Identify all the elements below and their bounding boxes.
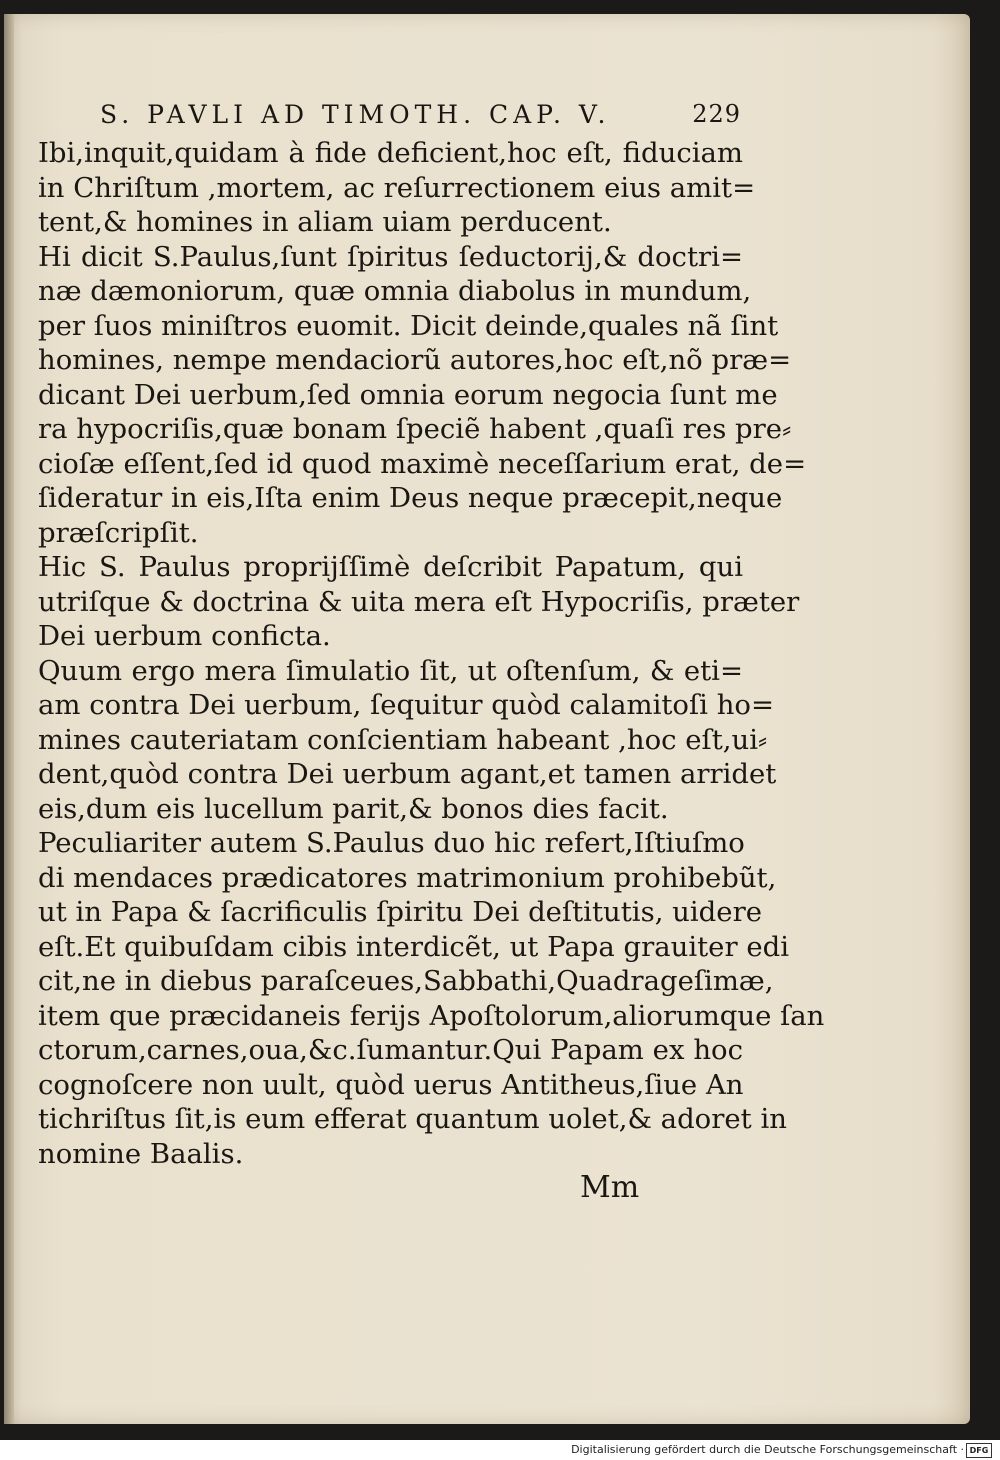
text-line: tichriſtus ſit,is eum efferat quantum uolet,& adoret in [38, 1103, 787, 1135]
text-line: tent,& homines in aliam uiam perducent. [38, 206, 612, 238]
text-line: item que præcidaneis ferijs Apoſtolorum,aliorumque ſan [38, 999, 825, 1032]
text-line: ctorum,carnes,oua,&c.ſumantur.Qui Papam ex hoc [38, 1034, 743, 1066]
text-line: næ dæmoniorum, quæ omnia diabolus in mundum, [38, 275, 752, 307]
dfg-logo: DFG [966, 1443, 992, 1458]
text-line: cioſæ eſſent,ſed id quod maximè neceſſarium erat, de= [38, 447, 807, 480]
text-line: utriſque & doctrina & uita mera eſt Hypocriſis, præter [38, 585, 800, 618]
text-line: cit,ne in diebus paraſceues,Sabbathi,Quadrageſimæ, [38, 965, 774, 997]
text-line: cognoſcere non uult, quòd uerus Antitheus,ſiue An [38, 1068, 744, 1101]
text-line: Quum ergo mera ſimulatio ſit, ut oſtenſum, & eti= [38, 654, 743, 687]
text-block [38, 96, 825, 1171]
text-line: dicant Dei uerbum,ſed omnia eorum negocia ſunt me [38, 378, 778, 411]
page-gutter [4, 14, 14, 1424]
text-line: Dei uerbum conficta. [38, 620, 331, 652]
text-line: præſcripſit. [38, 516, 199, 549]
text-line: ſideratur in eis,Iſta enim Deus neque præcepit,neque [38, 482, 783, 514]
text-line: Peculiariter autem S.Paulus duo hic refert,Iſtiuſmo [38, 827, 745, 859]
text-line: homines, nempe mendaciorũ autores,hoc eſt,nõ præ= [38, 344, 792, 376]
text-line: eſt.Et quibuſdam cibis interdicẽt, ut Papa grauiter edi [38, 930, 790, 963]
page-number: 229 [692, 100, 741, 128]
text-line: Hic S. Paulus proprijſſimè deſcribit Papatum, qui [38, 551, 743, 583]
catchword: Mm [580, 1170, 640, 1205]
text-line: Ibi,inquit,quidam à fide deficient,hoc eſt, fiduciam [38, 137, 743, 169]
text-line: ut in Papa & ſacrificulis ſpiritu Dei deſtitutis, uidere [38, 896, 762, 928]
text-line: dent,quòd contra Dei uerbum agant,et tamen arridet [38, 758, 777, 790]
text-line: eis,dum eis lucellum parit,& bonos dies facit. [38, 792, 669, 825]
footer-bar [0, 1440, 1000, 1460]
funding-credit: Digitalisierung gefördert durch die Deutsche Forschungsgemeinschaft · [571, 1443, 964, 1456]
text-line: mines cauteriatam conſcientiam habeant ,hoc eſt,ui⸗ [38, 723, 768, 756]
text-line: in Chriſtum ,mortem, ac reſurrectionem eius amit= [38, 171, 756, 204]
text-line: nomine Baalis. [38, 1137, 244, 1170]
text-line: di mendaces prædicatores matrimonium prohibebũt, [38, 861, 777, 894]
running-head: S. PAVLI AD TIMOTH. CAP. V. [100, 100, 611, 129]
page-header [38, 96, 743, 136]
text-line: Hi dicit S.Paulus,ſunt ſpiritus ſeductorij,& doctri= [38, 240, 743, 273]
text-line: per ſuos miniſtros euomit. Dicit deinde,quales nã ſint [38, 309, 779, 342]
text-line: am contra Dei uerbum, ſequitur quòd calamitoſi ho= [38, 689, 775, 721]
text-line: ra hypocriſis,quæ bonam ſpeciẽ habent ,quaſi res pre⸗ [38, 413, 792, 445]
